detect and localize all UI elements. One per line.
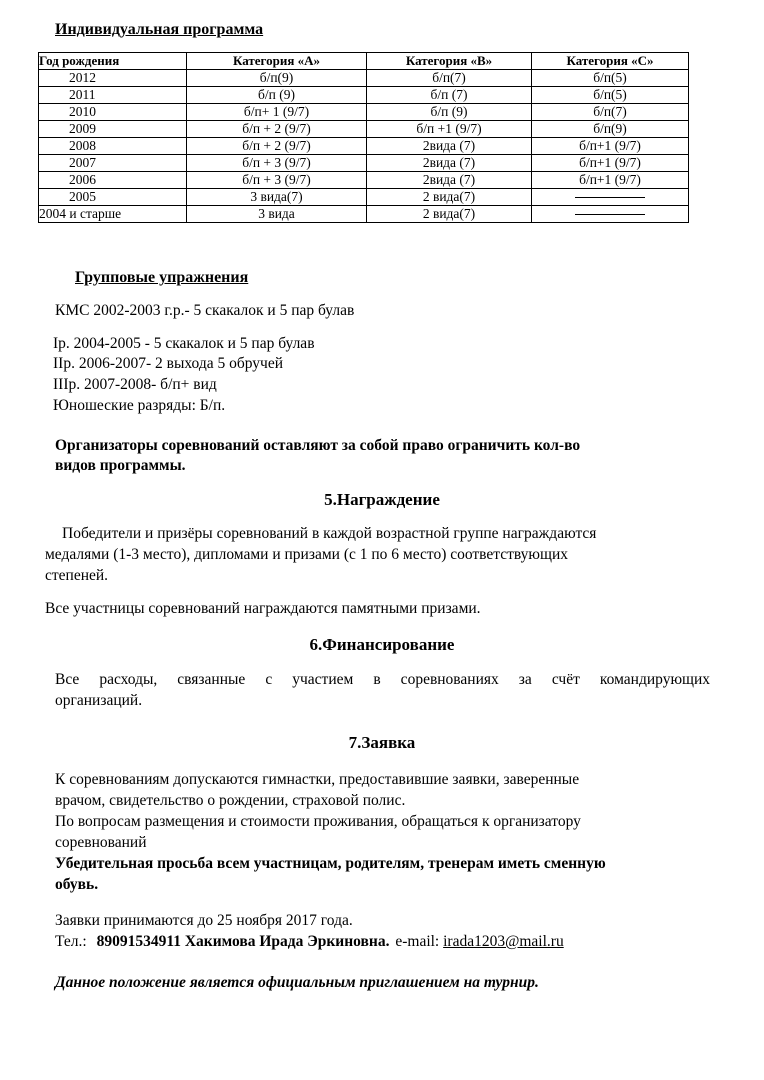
table-row	[39, 70, 689, 87]
email-link[interactable]: irada1203@mail.ru	[443, 933, 564, 950]
table-header-row	[39, 53, 689, 70]
tel-label: Тел.:	[55, 933, 87, 950]
table-row	[39, 206, 689, 223]
header-birth-year: Год рождения	[39, 53, 187, 70]
cell-category-a: б/п+ 1 (9/7)	[187, 104, 367, 121]
application-text: По вопросам размещения и стоимости проживания, обращаться к организатору	[55, 813, 581, 830]
cell-year: 2008	[39, 138, 187, 155]
application-text: К соревнованиям допускаются гимнастки, предоставившие заявки, заверенные	[55, 771, 580, 788]
awards-text: Все участницы соревнований награждаются памятными призами.	[45, 600, 481, 617]
finance-text: организаций.	[55, 692, 143, 709]
cell-category-b: б/п(7)	[367, 70, 532, 87]
cell-category-c: б/п(9)	[532, 121, 689, 138]
cell-category-b: б/п (9)	[367, 104, 532, 121]
organizers-note: Организаторы соревнований оставляют за собой право ограничить кол-во	[55, 437, 581, 454]
cell-category-c: б/п(5)	[532, 87, 689, 104]
individual-program-title: Индивидуальная программа	[55, 21, 264, 38]
group-line: Юношеские разряды: Б/п.	[53, 397, 226, 414]
cell-year: 2004 и старше	[39, 206, 187, 223]
program-table	[38, 52, 689, 223]
group-line: IIр. 2006-2007- 2 выхода 5 обручей	[53, 355, 284, 372]
cell-category-c: б/п(7)	[532, 104, 689, 121]
cell-category-a: 3 вида(7)	[187, 189, 367, 206]
application-text: соревнований	[55, 834, 147, 851]
header-category-c: Категория «С»	[532, 53, 689, 70]
table-row	[39, 104, 689, 121]
application-heading: 7.Заявка	[348, 733, 416, 752]
finance-heading: 6.Финансирование	[309, 635, 455, 654]
cell-category-a: б/п + 2 (9/7)	[187, 138, 367, 155]
cell-year: 2010	[39, 104, 187, 121]
cell-category-b: б/п +1 (9/7)	[367, 121, 532, 138]
table-row	[39, 138, 689, 155]
cell-year: 2011	[39, 87, 187, 104]
cell-category-a: б/п + 2 (9/7)	[187, 121, 367, 138]
contact-line	[55, 933, 564, 951]
awards-text: медалями (1-3 место), дипломами и призами (с 1 по 6 место) соответствующих	[45, 546, 568, 563]
header-category-b: Категория «В»	[367, 53, 532, 70]
group-line: IIIр. 2007-2008- б/п+ вид	[53, 376, 217, 393]
cell-category-b: 2 вида(7)	[367, 189, 532, 206]
cell-category-b: 2 вида(7)	[367, 206, 532, 223]
kms-line: КМС 2002-2003 г.р.- 5 скакалок и 5 пар булав	[55, 302, 355, 319]
application-text: врачом, свидетельство о рождении, страховой полис.	[55, 792, 406, 809]
cell-category-b: 2вида (7)	[367, 138, 532, 155]
cell-category-b: 2вида (7)	[367, 172, 532, 189]
shoes-request: Убедительная просьба всем участницам, родителям, тренерам иметь сменную	[55, 855, 606, 872]
cell-year: 2006	[39, 172, 187, 189]
cell-category-c-dash	[532, 206, 689, 223]
cell-category-a: б/п (9)	[187, 87, 367, 104]
cell-category-c: б/п+1 (9/7)	[532, 138, 689, 155]
group-exercises-title: Групповые упражнения	[75, 269, 249, 286]
table-row	[39, 172, 689, 189]
deadline-text: Заявки принимаются до 25 ноября 2017 года.	[55, 912, 353, 929]
dash-line	[575, 197, 645, 198]
cell-year: 2005	[39, 189, 187, 206]
organizers-note: видов программы.	[55, 457, 186, 474]
cell-category-c: б/п+1 (9/7)	[532, 155, 689, 172]
table-row	[39, 121, 689, 138]
cell-category-c: б/п(5)	[532, 70, 689, 87]
awards-text: Победители и призёры соревнований в каждой возрастной группе награждаются	[62, 525, 597, 542]
finance-text: Все расходы, связанные с участием в соревнованиях за счёт командирующих	[55, 671, 710, 688]
cell-year: 2009	[39, 121, 187, 138]
header-category-a: Категория «А»	[187, 53, 367, 70]
table-row	[39, 189, 689, 206]
table-row	[39, 155, 689, 172]
cell-category-b: 2вида (7)	[367, 155, 532, 172]
cell-year: 2007	[39, 155, 187, 172]
cell-category-a: б/п(9)	[187, 70, 367, 87]
awards-text: степеней.	[45, 567, 109, 584]
group-line: Iр. 2004-2005 - 5 скакалок и 5 пар булав	[53, 335, 315, 352]
awards-heading: 5.Награждение	[324, 490, 440, 509]
email-label: e-mail:	[395, 933, 440, 950]
closing-statement: Данное положение является официальным приглашением на турнир.	[55, 974, 539, 991]
tel-value: 89091534911 Хакимова Ирада Эркиновна.	[96, 933, 390, 950]
cell-category-a: б/п + 3 (9/7)	[187, 172, 367, 189]
cell-category-c-dash	[532, 189, 689, 206]
cell-category-a: б/п + 3 (9/7)	[187, 155, 367, 172]
cell-category-c: б/п+1 (9/7)	[532, 172, 689, 189]
cell-category-b: б/п (7)	[367, 87, 532, 104]
dash-line	[575, 214, 645, 215]
table-row	[39, 87, 689, 104]
shoes-request: обувь.	[55, 876, 99, 893]
cell-category-a: 3 вида	[187, 206, 367, 223]
cell-year: 2012	[39, 70, 187, 87]
